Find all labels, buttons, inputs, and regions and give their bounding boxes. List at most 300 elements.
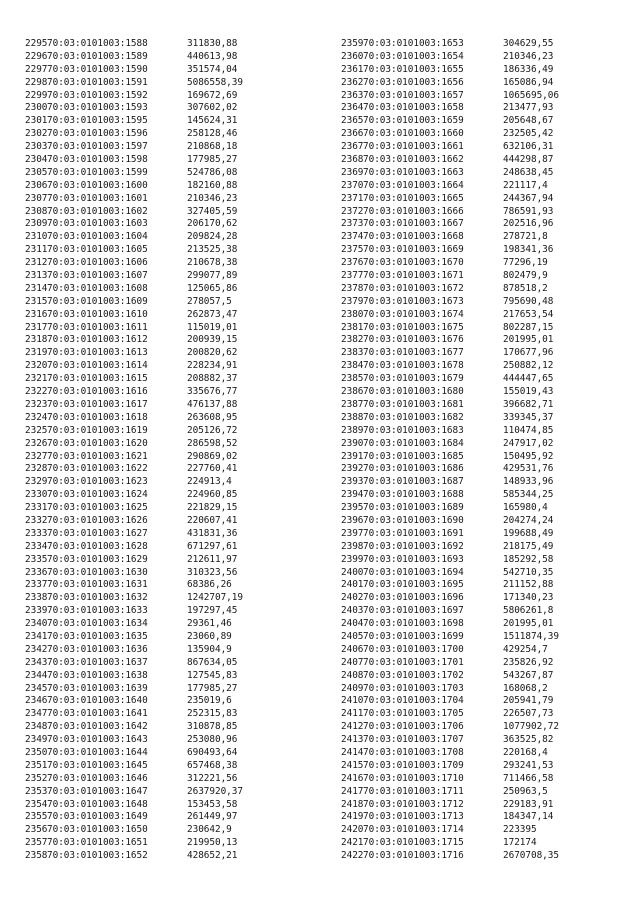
cadastral-number: 70:03:0101003:1703	[363, 682, 464, 694]
cadastral-number: 70:03:0101003:1638	[47, 669, 148, 681]
row-number: 2299	[25, 89, 48, 101]
table-row	[341, 799, 621, 812]
table-row	[341, 231, 621, 244]
table-row	[25, 128, 305, 141]
row-number: 2420	[341, 824, 364, 836]
value: 263608,95	[187, 411, 238, 423]
cadastral-number: 70:03:0101003:1697	[363, 605, 464, 617]
cadastral-number: 70:03:0101003:1662	[363, 154, 464, 166]
value: 68386,26	[187, 579, 232, 591]
value: 115019,01	[187, 321, 238, 333]
value: 711466,58	[503, 772, 554, 784]
value: 199688,49	[503, 527, 554, 539]
value: 440613,98	[187, 50, 238, 62]
value: 244367,94	[503, 192, 554, 204]
table-row	[341, 463, 621, 476]
table-row	[25, 760, 305, 773]
row-number: 2306	[25, 179, 48, 191]
value: 444447,65	[503, 373, 554, 385]
cadastral-number: 70:03:0101003:1621	[47, 450, 148, 462]
cadastral-number: 70:03:0101003:1609	[47, 295, 148, 307]
table-row	[25, 850, 305, 863]
row-number: 2305	[25, 166, 48, 178]
table-row	[341, 51, 621, 64]
cadastral-number: 70:03:0101003:1689	[363, 502, 464, 514]
cadastral-number: 70:03:0101003:1694	[363, 566, 464, 578]
value: 224913,4	[187, 476, 232, 488]
table-row	[341, 850, 621, 863]
row-number: 2308	[25, 205, 48, 217]
table-row	[341, 334, 621, 347]
table-row	[25, 373, 305, 386]
value: 201995,01	[503, 334, 554, 346]
table-row	[341, 554, 621, 567]
cadastral-number: 70:03:0101003:1618	[47, 411, 148, 423]
table-row	[341, 451, 621, 464]
value: 429531,76	[503, 463, 554, 475]
cadastral-number: 70:03:0101003:1704	[363, 695, 464, 707]
row-number: 2374	[341, 231, 364, 243]
cadastral-number: 70:03:0101003:1599	[47, 166, 148, 178]
cadastral-number: 70:03:0101003:1598	[47, 154, 148, 166]
value: 542710,35	[503, 566, 554, 578]
row-number: 2368	[341, 154, 364, 166]
cadastral-number: 70:03:0101003:1685	[363, 450, 464, 462]
table-row	[25, 605, 305, 618]
table-row	[341, 657, 621, 670]
row-number: 2310	[25, 231, 48, 243]
value: 220168,4	[503, 746, 548, 758]
table-row	[341, 528, 621, 541]
value: 198341,36	[503, 244, 554, 256]
row-number: 2399	[341, 553, 364, 565]
row-number: 2302	[25, 128, 48, 140]
value: 327405,59	[187, 205, 238, 217]
table-row	[25, 296, 305, 309]
value: 867634,05	[187, 656, 238, 668]
cadastral-number: 70:03:0101003:1705	[363, 708, 464, 720]
row-number: 2328	[25, 463, 48, 475]
row-number: 2351	[25, 759, 48, 771]
table-row	[341, 360, 621, 373]
row-number: 2346	[25, 695, 48, 707]
table-row	[25, 528, 305, 541]
row-number: 2360	[341, 50, 364, 62]
row-number: 2389	[341, 424, 364, 436]
cadastral-number: 70:03:0101003:1610	[47, 308, 148, 320]
row-number: 2342	[25, 643, 48, 655]
table-row	[25, 64, 305, 77]
table-row	[25, 554, 305, 567]
value: 235826,92	[503, 656, 554, 668]
table-row	[341, 605, 621, 618]
cadastral-number: 70:03:0101003:1666	[363, 205, 464, 217]
table-row	[25, 244, 305, 257]
table-row	[25, 786, 305, 799]
cadastral-number: 70:03:0101003:1641	[47, 708, 148, 720]
table-row	[341, 38, 621, 51]
table-row	[25, 206, 305, 219]
cadastral-number: 70:03:0101003:1620	[47, 437, 148, 449]
row-number: 2366	[341, 128, 364, 140]
cadastral-number: 70:03:0101003:1613	[47, 347, 148, 359]
table-row	[341, 399, 621, 412]
cadastral-number: 70:03:0101003:1661	[363, 141, 464, 153]
row-number: 2322	[25, 386, 48, 398]
cadastral-number: 70:03:0101003:1625	[47, 502, 148, 514]
cadastral-number: 70:03:0101003:1688	[363, 489, 464, 501]
value: 5806261,8	[503, 605, 554, 617]
row-number: 2345	[25, 682, 48, 694]
value: 220607,41	[187, 514, 238, 526]
cadastral-number: 70:03:0101003:1649	[47, 811, 148, 823]
row-number: 2359	[341, 38, 364, 49]
cadastral-number: 70:03:0101003:1672	[363, 282, 464, 294]
cadastral-number: 70:03:0101003:1590	[47, 63, 148, 75]
cadastral-number: 70:03:0101003:1656	[363, 76, 464, 88]
table-row	[25, 38, 305, 51]
row-number: 2375	[341, 244, 364, 256]
table-row	[25, 476, 305, 489]
table-row	[341, 734, 621, 747]
table-row	[25, 257, 305, 270]
row-number: 2378	[341, 282, 364, 294]
value: 5086558,39	[187, 76, 243, 88]
row-number: 2409	[341, 682, 364, 694]
value: 210346,23	[503, 50, 554, 62]
cadastral-number: 70:03:0101003:1645	[47, 759, 148, 771]
cadastral-number: 70:03:0101003:1636	[47, 643, 148, 655]
value: 293241,53	[503, 759, 554, 771]
cadastral-number: 70:03:0101003:1603	[47, 218, 148, 230]
value: 1077902,72	[503, 721, 559, 733]
row-number: 2367	[341, 141, 364, 153]
cadastral-number: 70:03:0101003:1588	[47, 38, 148, 49]
table-row	[25, 773, 305, 786]
table-row	[25, 425, 305, 438]
cadastral-number: 70:03:0101003:1646	[47, 772, 148, 784]
value: 177985,27	[187, 154, 238, 166]
row-number: 2326	[25, 437, 48, 449]
table-row	[25, 334, 305, 347]
row-number: 2390	[341, 437, 364, 449]
value: 148933,96	[503, 476, 554, 488]
row-number: 2316	[25, 308, 48, 320]
cadastral-number: 70:03:0101003:1683	[363, 424, 464, 436]
row-number: 2422	[341, 850, 364, 862]
cadastral-number: 70:03:0101003:1687	[363, 476, 464, 488]
value: 428652,21	[187, 850, 238, 862]
cadastral-number: 70:03:0101003:1696	[363, 592, 464, 604]
value: 795690,48	[503, 295, 554, 307]
table-row	[341, 296, 621, 309]
value: 209824,28	[187, 231, 238, 243]
cadastral-number: 70:03:0101003:1665	[363, 192, 464, 204]
cadastral-number: 70:03:0101003:1676	[363, 334, 464, 346]
value: 153453,58	[187, 798, 238, 810]
row-number: 2311	[25, 244, 48, 256]
cadastral-number: 70:03:0101003:1710	[363, 772, 464, 784]
table-row	[25, 683, 305, 696]
value: 657468,38	[187, 759, 238, 771]
row-number: 2391	[341, 450, 364, 462]
cadastral-number: 70:03:0101003:1663	[363, 166, 464, 178]
cadastral-number: 70:03:0101003:1643	[47, 734, 148, 746]
cadastral-number: 70:03:0101003:1593	[47, 102, 148, 114]
value: 229183,91	[503, 798, 554, 810]
row-number: 2388	[341, 411, 364, 423]
row-number: 2356	[25, 824, 48, 836]
value: 206170,62	[187, 218, 238, 230]
row-number: 2415	[341, 759, 364, 771]
value: 182160,88	[187, 179, 238, 191]
cadastral-number: 70:03:0101003:1706	[363, 721, 464, 733]
cadastral-number: 70:03:0101003:1604	[47, 231, 148, 243]
row-number: 2377	[341, 270, 364, 282]
table-row	[341, 631, 621, 644]
value: 248638,45	[503, 166, 554, 178]
table-row	[341, 412, 621, 425]
row-number: 2403	[341, 605, 364, 617]
row-number: 2330	[25, 489, 48, 501]
value: 227760,41	[187, 463, 238, 475]
value: 351574,04	[187, 63, 238, 75]
row-number: 2413	[341, 734, 364, 746]
table-row	[25, 360, 305, 373]
cadastral-number: 70:03:0101003:1658	[363, 102, 464, 114]
cadastral-number: 70:03:0101003:1679	[363, 373, 464, 385]
table-row	[25, 515, 305, 528]
value: 145624,31	[187, 115, 238, 127]
table-row	[341, 837, 621, 850]
cadastral-number: 70:03:0101003:1673	[363, 295, 464, 307]
row-number: 2361	[341, 63, 364, 75]
row-number: 2332	[25, 514, 48, 526]
value: 185292,58	[503, 553, 554, 565]
cadastral-number: 70:03:0101003:1690	[363, 514, 464, 526]
table-row	[341, 257, 621, 270]
cadastral-number: 70:03:0101003:1591	[47, 76, 148, 88]
table-row	[341, 579, 621, 592]
row-number: 2338	[25, 592, 48, 604]
cadastral-number: 70:03:0101003:1708	[363, 746, 464, 758]
row-number: 2416	[341, 772, 364, 784]
table-row	[25, 592, 305, 605]
row-number: 2347	[25, 708, 48, 720]
cadastral-number: 70:03:0101003:1678	[363, 360, 464, 372]
value: 543267,87	[503, 669, 554, 681]
cadastral-number: 70:03:0101003:1630	[47, 566, 148, 578]
row-number: 2371	[341, 192, 364, 204]
value: 671297,61	[187, 540, 238, 552]
row-number: 2327	[25, 450, 48, 462]
table-row	[341, 824, 621, 837]
value: 247917,02	[503, 437, 554, 449]
value: 278057,5	[187, 295, 232, 307]
table-row	[25, 77, 305, 90]
table-row	[25, 102, 305, 115]
table-row	[341, 489, 621, 502]
row-number: 2331	[25, 502, 48, 514]
value: 299077,89	[187, 270, 238, 282]
value: 253080,96	[187, 734, 238, 746]
value: 212611,97	[187, 553, 238, 565]
cadastral-number: 70:03:0101003:1640	[47, 695, 148, 707]
table-row	[25, 154, 305, 167]
cadastral-number: 70:03:0101003:1698	[363, 618, 464, 630]
row-number: 2411	[341, 708, 364, 720]
value: 1511874,39	[503, 630, 559, 642]
table-row	[25, 231, 305, 244]
table-row	[25, 180, 305, 193]
value: 310878,85	[187, 721, 238, 733]
table-row	[341, 309, 621, 322]
value: 262873,47	[187, 308, 238, 320]
table-row	[25, 618, 305, 631]
cadastral-number: 70:03:0101003:1619	[47, 424, 148, 436]
row-number: 2396	[341, 514, 364, 526]
value: 476137,88	[187, 398, 238, 410]
row-number: 2404	[341, 618, 364, 630]
value: 77296,19	[503, 257, 548, 269]
table-row	[25, 695, 305, 708]
cadastral-number: 70:03:0101003:1686	[363, 463, 464, 475]
cadastral-number: 70:03:0101003:1650	[47, 824, 148, 836]
row-number: 2398	[341, 540, 364, 552]
cadastral-number: 70:03:0101003:1652	[47, 850, 148, 862]
row-number: 2369	[341, 166, 364, 178]
row-number: 2380	[341, 308, 364, 320]
cadastral-number: 70:03:0101003:1671	[363, 270, 464, 282]
table-row	[341, 206, 621, 219]
value: 155019,43	[503, 386, 554, 398]
cadastral-number: 70:03:0101003:1605	[47, 244, 148, 256]
table-row	[25, 579, 305, 592]
value: 197297,45	[187, 605, 238, 617]
value: 202516,96	[503, 218, 554, 230]
cadastral-number: 70:03:0101003:1716	[363, 850, 464, 862]
row-number: 2357	[25, 837, 48, 849]
row-number: 2383	[341, 347, 364, 359]
value: 221829,15	[187, 502, 238, 514]
value: 135904,9	[187, 643, 232, 655]
value: 200939,15	[187, 334, 238, 346]
cadastral-number: 70:03:0101003:1611	[47, 321, 148, 333]
cadastral-number: 70:03:0101003:1684	[363, 437, 464, 449]
value: 201995,01	[503, 618, 554, 630]
table-row	[25, 218, 305, 231]
row-number: 2417	[341, 785, 364, 797]
cadastral-number: 70:03:0101003:1699	[363, 630, 464, 642]
table-row	[25, 283, 305, 296]
row-number: 2394	[341, 489, 364, 501]
value: 444298,87	[503, 154, 554, 166]
cadastral-number: 70:03:0101003:1592	[47, 89, 148, 101]
table-row	[341, 683, 621, 696]
row-number: 2319	[25, 347, 48, 359]
value: 632106,31	[503, 141, 554, 153]
cadastral-number: 70:03:0101003:1670	[363, 257, 464, 269]
row-number: 2355	[25, 811, 48, 823]
row-number: 2402	[341, 592, 364, 604]
table-row	[25, 412, 305, 425]
cadastral-number: 70:03:0101003:1639	[47, 682, 148, 694]
table-row	[25, 51, 305, 64]
table-row	[25, 90, 305, 103]
row-number: 2298	[25, 76, 48, 88]
table-row	[25, 489, 305, 502]
value: 310323,56	[187, 566, 238, 578]
row-number: 2406	[341, 643, 364, 655]
cadastral-number: 70:03:0101003:1633	[47, 605, 148, 617]
cadastral-number: 70:03:0101003:1595	[47, 115, 148, 127]
table-row	[341, 592, 621, 605]
cadastral-number: 70:03:0101003:1682	[363, 411, 464, 423]
value: 218175,49	[503, 540, 554, 552]
cadastral-number: 70:03:0101003:1648	[47, 798, 148, 810]
table-row	[25, 386, 305, 399]
table-row	[341, 811, 621, 824]
table-row	[341, 695, 621, 708]
row-number: 2297	[25, 63, 48, 75]
row-number: 2314	[25, 282, 48, 294]
cadastral-number: 70:03:0101003:1651	[47, 837, 148, 849]
table-row	[25, 322, 305, 335]
value: 210868,18	[187, 141, 238, 153]
table-row	[25, 541, 305, 554]
cadastral-number: 70:03:0101003:1692	[363, 540, 464, 552]
table-row	[25, 309, 305, 322]
row-number: 2303	[25, 141, 48, 153]
row-number: 2358	[25, 850, 48, 862]
table-row	[341, 141, 621, 154]
table-row	[25, 837, 305, 850]
cadastral-number: 70:03:0101003:1660	[363, 128, 464, 140]
cadastral-number: 70:03:0101003:1664	[363, 179, 464, 191]
table-row	[341, 167, 621, 180]
cadastral-number: 70:03:0101003:1657	[363, 89, 464, 101]
row-number: 2354	[25, 798, 48, 810]
cadastral-number: 70:03:0101003:1617	[47, 398, 148, 410]
row-number: 2315	[25, 295, 48, 307]
cadastral-number: 70:03:0101003:1637	[47, 656, 148, 668]
row-number: 2309	[25, 218, 48, 230]
cadastral-number: 70:03:0101003:1700	[363, 643, 464, 655]
value: 125065,86	[187, 282, 238, 294]
table-row	[341, 476, 621, 489]
row-number: 2320	[25, 360, 48, 372]
value: 235019,6	[187, 695, 232, 707]
value: 286598,52	[187, 437, 238, 449]
table-row	[341, 115, 621, 128]
row-number: 2329	[25, 476, 48, 488]
cadastral-number: 70:03:0101003:1642	[47, 721, 148, 733]
table-row	[25, 811, 305, 824]
value: 278721,8	[503, 231, 548, 243]
cadastral-number: 70:03:0101003:1601	[47, 192, 148, 204]
value: 396682,71	[503, 398, 554, 410]
value: 339345,37	[503, 411, 554, 423]
value: 171340,23	[503, 592, 554, 604]
value: 429254,7	[503, 643, 548, 655]
value: 165980,4	[503, 502, 548, 514]
value: 213477,93	[503, 102, 554, 114]
value: 184347,14	[503, 811, 554, 823]
cadastral-number: 70:03:0101003:1635	[47, 630, 148, 642]
value: 208882,37	[187, 373, 238, 385]
value: 585344,25	[503, 489, 554, 501]
table-row	[25, 721, 305, 734]
